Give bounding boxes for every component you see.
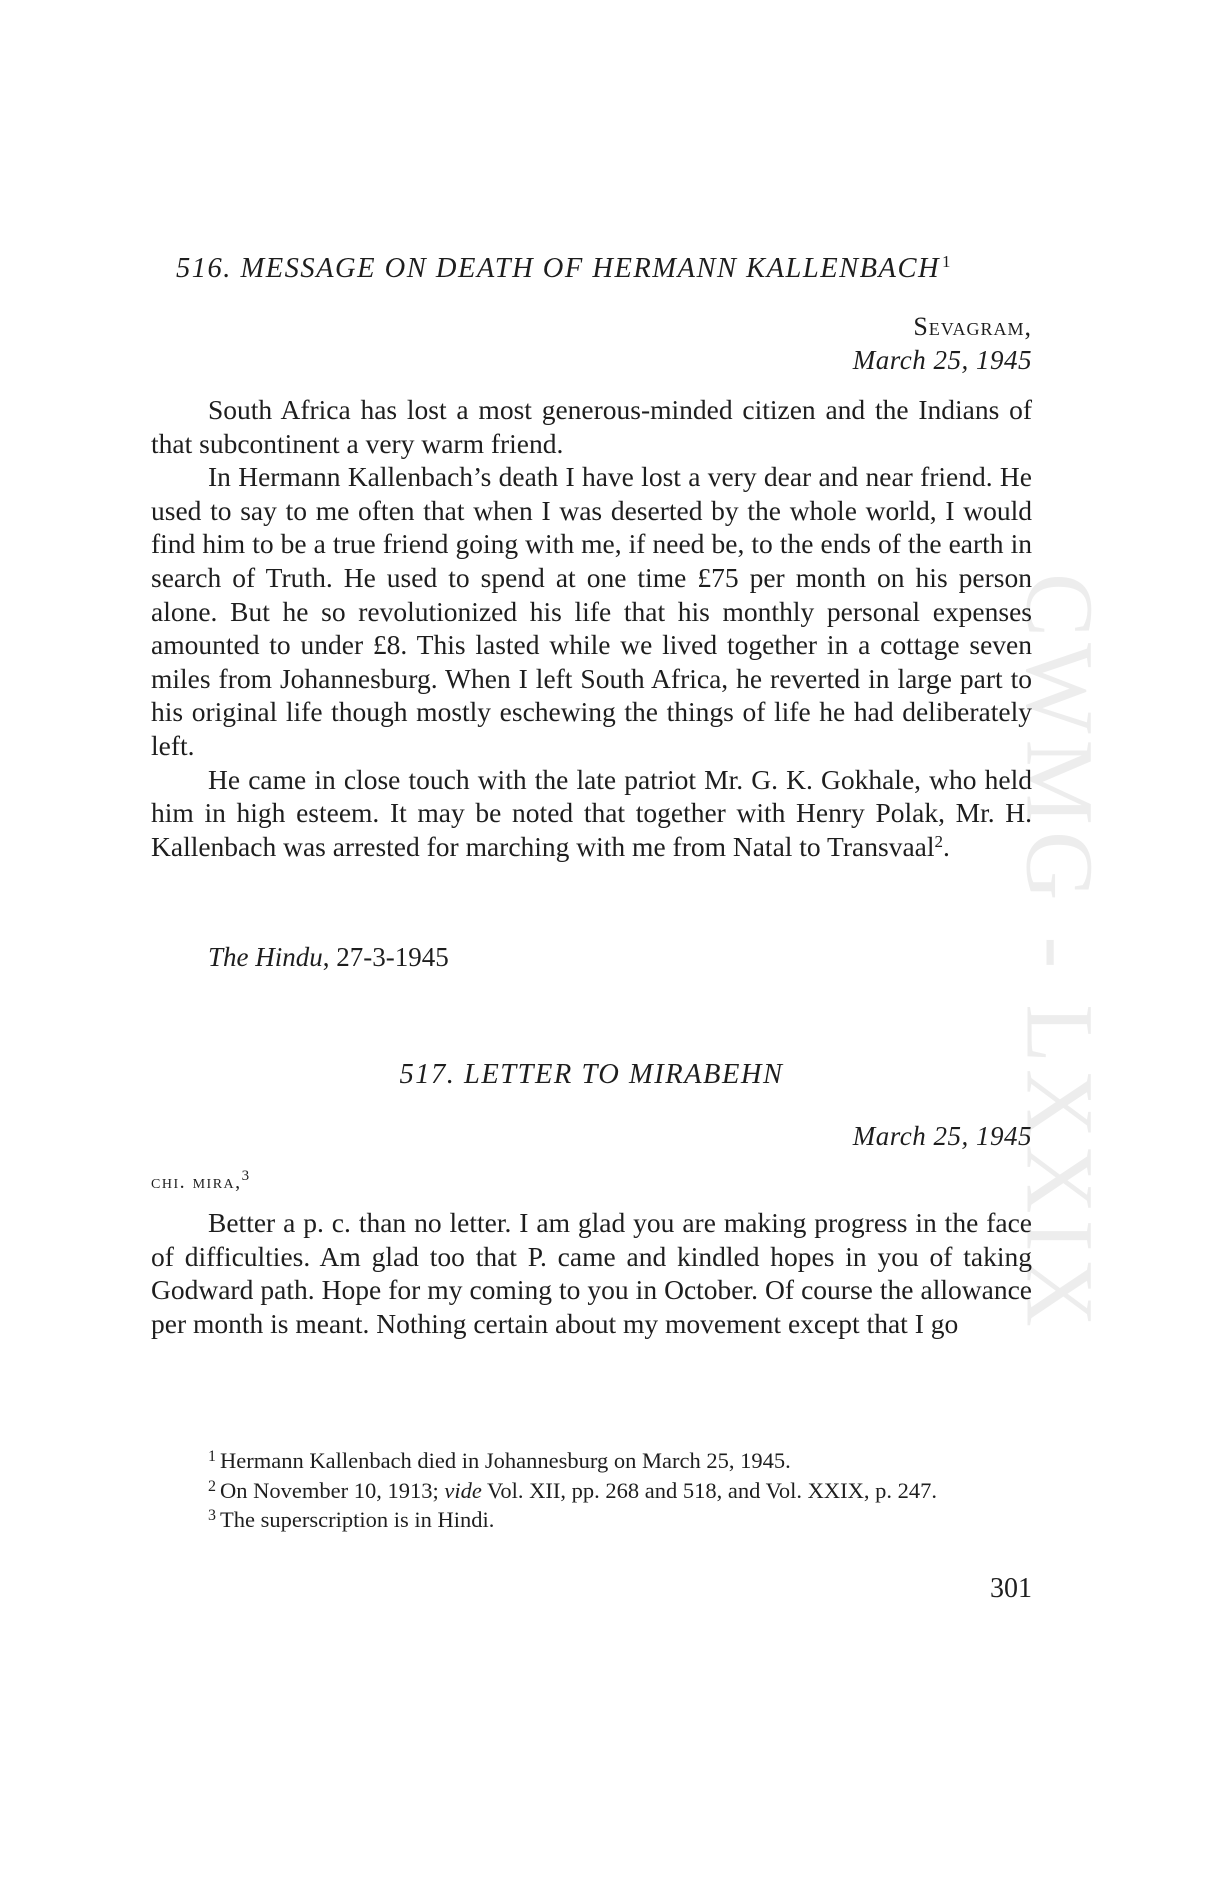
footnote-2-italic: vide (444, 1477, 482, 1503)
footnote-2-post: Vol. XII, pp. 268 and 518, and Vol. XXIX, p. 247. (481, 1477, 938, 1503)
item-516-title: MESSAGE ON DEATH OF HERMANN KALLENBACH (240, 253, 941, 284)
item-517-title: LETTER TO MIRABEHN (464, 1059, 784, 1090)
footnotes (151, 1446, 1032, 1535)
footnote-2 (151, 1476, 1032, 1506)
item-516-date: March 25, 1945 (852, 345, 1032, 375)
footnote-3-number: 3 (208, 1507, 216, 1524)
item-516-number: 516. (176, 253, 232, 284)
footnote-ref-2[interactable]: 2 (934, 831, 944, 851)
footnote-3-text: The superscription is in Hindi. (220, 1507, 495, 1532)
item-516-source (208, 942, 449, 973)
item-516-paragraph-2: In Hermann Kallenbach’s death I have lost a very dear and near friend. He used to say to me often that when I was deserted by the whole world, I would find him to be a true friend going with me, if need be, to the ends of the earth in search of Truth. He used to spend at one time £75 per month on his person alone. But he so revolutionized his life that his monthly personal expenses amounted to under £8. This lasted while we lived together in a cottage seven miles from Johannesburg. When I left South Africa, he reverted in large part to his original life though mostly eschewing the things of life he had deliberately left. (151, 461, 1032, 761)
footnote-1 (151, 1446, 1032, 1476)
footnote-ref-3[interactable]: 3 (241, 1168, 251, 1184)
item-517-number: 517. (399, 1059, 456, 1090)
item-516-heading (176, 252, 1036, 285)
item-516-paragraph-3-end: . (943, 830, 950, 862)
footnote-2-pre: On November 10, 1913; (220, 1477, 445, 1503)
footnote-2-number: 2 (208, 1477, 216, 1495)
item-517-heading (151, 1059, 1032, 1091)
footnote-1-text: Hermann Kallenbach died in Johannesburg on March 25, 1945. (220, 1448, 791, 1473)
item-517-date: March 25, 1945 (852, 1121, 1032, 1151)
source-date: , 27-3-1945 (322, 942, 449, 972)
salutation-text: chi. mira, (151, 1171, 242, 1193)
source-title: The Hindu (208, 942, 323, 972)
item-517-paragraph-1: Better a p. c. than no letter. I am glad you are making progress in the face of difficulties. Am glad too that P. came and kindled hopes in you of taking Godward path. Hope for my coming to you in October. Of course the allowance per month is meant. Nothing certain about my movement except that I go (151, 1207, 1032, 1339)
item-516-body (151, 393, 1032, 863)
item-516-place: Sevagram, (913, 312, 1032, 341)
item-516-paragraph-3-text: He came in close touch with the late patriot Mr. G. K. Gokhale, who held him in high esteem. It may be noted that together with Henry Polak, Mr. H. Kallenbach was arrested for marching with me from Natal to Transvaal (151, 763, 1032, 862)
item-517-salutation (151, 1168, 251, 1194)
item-517-body (151, 1206, 1032, 1340)
footnote-1-number: 1 (208, 1448, 216, 1465)
footnote-3 (151, 1505, 1032, 1535)
item-516-paragraph-3 (151, 763, 1032, 864)
watermark-text: CWMG - LXXIX (1006, 573, 1114, 1333)
item-516-paragraph-1: South Africa has lost a most generous-minded citizen and the Indians of that subcontinent a very warm friend. (151, 394, 1032, 459)
footnote-ref-1[interactable]: 1 (942, 252, 953, 271)
page-number: 301 (990, 1573, 1032, 1604)
